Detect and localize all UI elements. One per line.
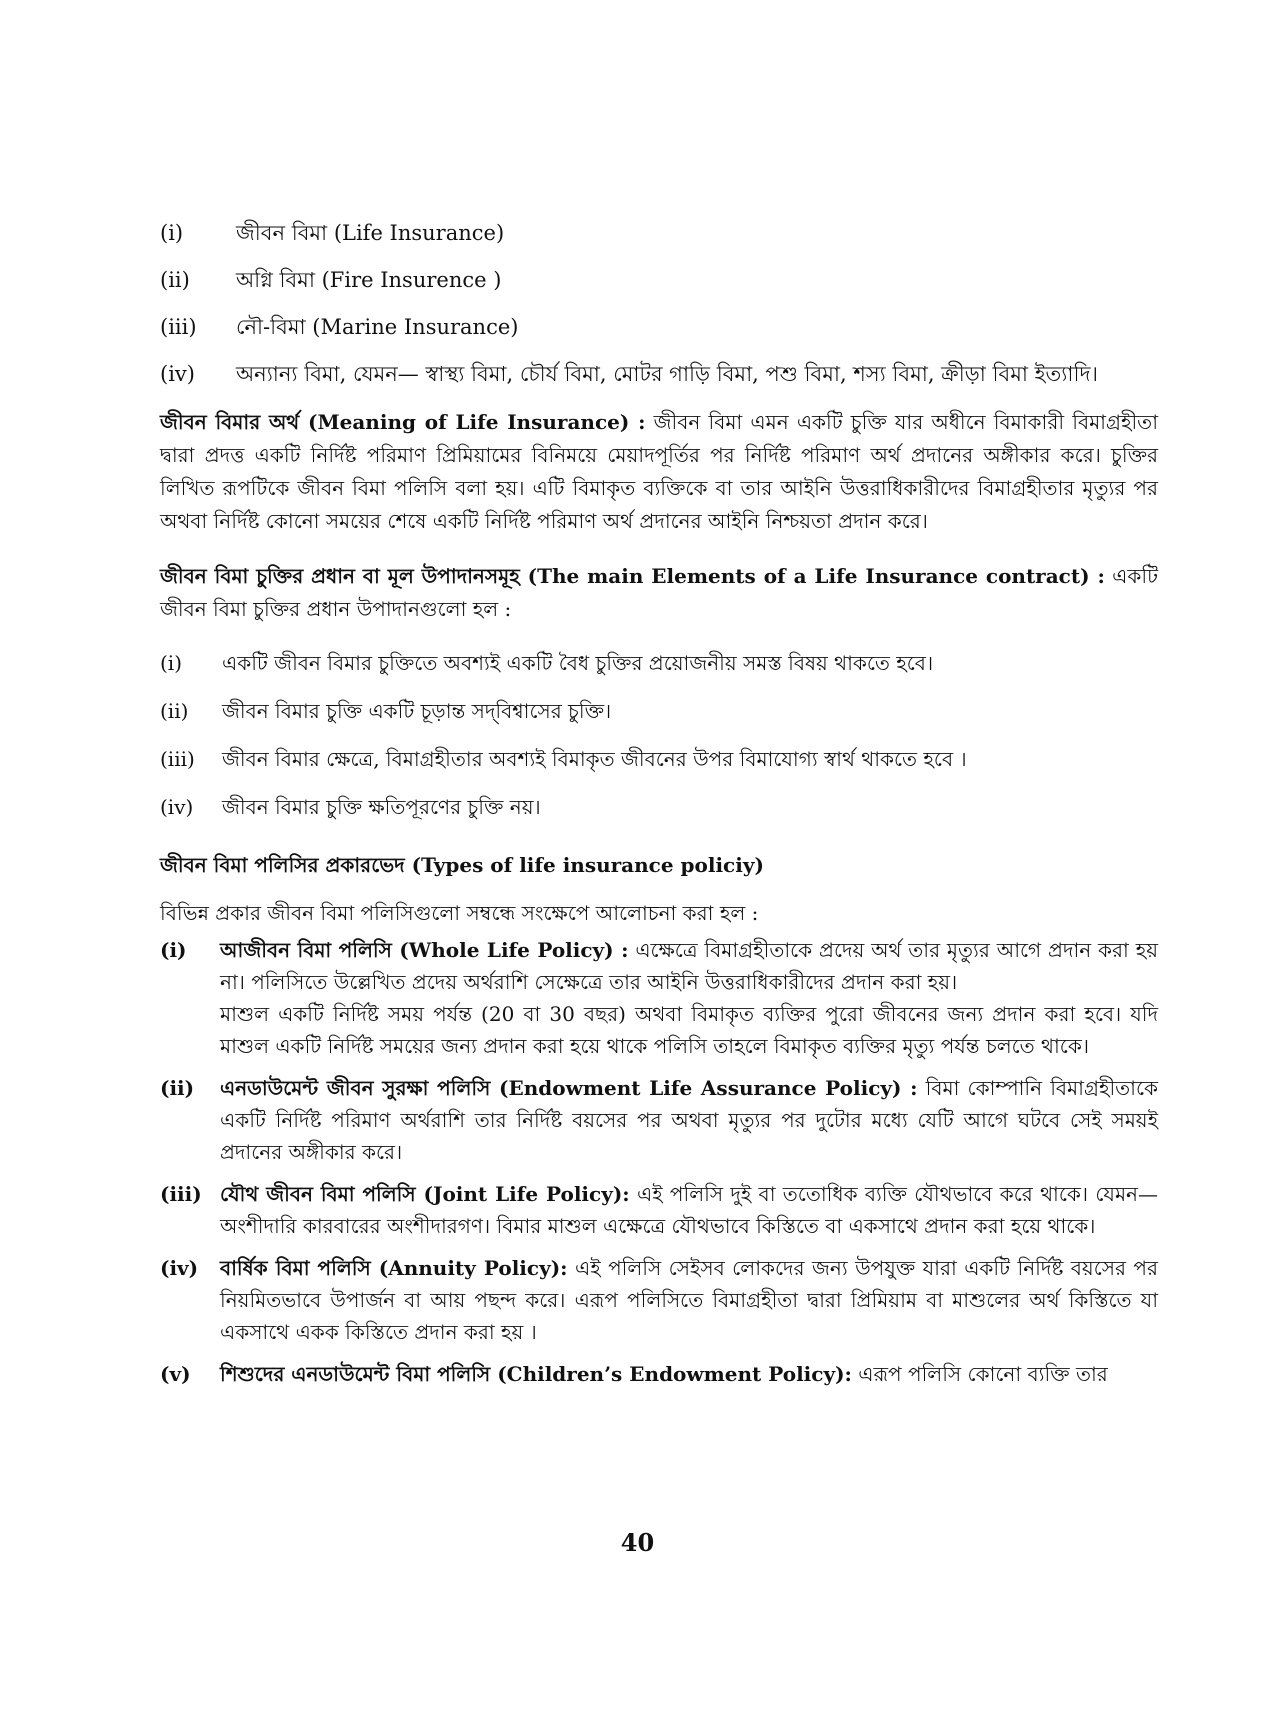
policy-title: এনডাউমেন্ট জীবন সুরক্ষা পলিসি (Endowment Life Assurance Policy) : (220, 1076, 918, 1100)
policy-title: আজীবন বিমা পলিসি (Whole Life Policy) : (220, 938, 629, 962)
policy-item (160, 1178, 1158, 1242)
policy-item (160, 934, 1158, 1062)
policy-text-block (220, 1178, 1158, 1242)
policy-body (220, 1178, 1158, 1242)
item-text: অন্যান্য বিমা, যেমন— স্বাস্থ্য বিমা, চৌর্য বিমা, মোটর গাড়ি বিমা, পশু বিমা, শস্য বিমা, ক্রীড়া বিমা ইত্যাদি। (236, 362, 1099, 386)
policy-body (220, 1252, 1158, 1348)
item-number: (i) (160, 221, 184, 245)
item-number: (i) (160, 651, 183, 675)
item-number: (iii) (160, 747, 195, 771)
page-number: 40 (620, 1528, 655, 1557)
item-text: জীবন বিমার ক্ষেত্রে, বিমাগ্রহীতার অবশ্যই বিমাকৃত জীবনের উপর বিমাযোগ্য স্বার্থ থাকতে হবে । (222, 747, 967, 771)
item-number: (v) (160, 1362, 191, 1386)
policy-title: শিশুদের এনডাউমেন্ট বিমা পলিসি (Children’s Endowment Policy): (220, 1362, 852, 1386)
item-text: জীবন বিমার চুক্তি ক্ষতিপূরণের চুক্তি নয়। (222, 795, 541, 819)
policy-title: বার্ষিক বিমা পলিসি (Annuity Policy): (220, 1256, 568, 1280)
list-item (160, 744, 1158, 774)
list-item (160, 312, 1158, 342)
policy-body (220, 1358, 1158, 1390)
item-text: অগ্নি বিমা (Fire Insurence ) (236, 268, 502, 292)
policy-item (160, 1358, 1158, 1390)
elements-text: একটি জীবন বিমা চুক্তির প্রধান উপাদানগুলো হল : (160, 564, 1158, 621)
item-text: জীবন বিমা (Life Insurance) (236, 221, 505, 245)
policy-text: এই পলিসি সেইসব লোকদের জন্য উপযুক্ত যারা একটি নির্দিষ্ট বয়সের পর নিয়মিতভাবে উপার্জন বা আয় পছন্দ করে। এরূপ পলিসিতে বিমাগ্রহীতা দ্বারা প্রিমিয়াম বা মাশুলের অর্থ কিস্তিতে যা একসাথে একক কিস্তিতে প্রদান করা হয় । (220, 1256, 1158, 1344)
policy-body (220, 934, 1158, 1062)
policy-text: এরূপ পলিসি কোনো ব্যক্তি তার (851, 1362, 1108, 1386)
policy-title: যৌথ জীবন বিমা পলিসি (Joint Life Policy): (220, 1182, 630, 1206)
policy-item (160, 1072, 1158, 1168)
policy-text: বিমা কোম্পানি বিমাগ্রহীতাকে একটি নির্দিষ্ট পরিমাণ অর্থরাশি তার নির্দিষ্ট বয়সের পর অথবা মৃত্যুর পর দুটোর মধ্যে যেটি আগে ঘটবে সেই সময়ই প্রদানের অঙ্গীকার করে। (220, 1076, 1159, 1164)
meaning-title: জীবন বিমার অর্থ (Meaning of Life Insurance) : (160, 410, 646, 434)
policy-text-block (220, 934, 1158, 998)
policy-extra: মাশুল একটি নির্দিষ্ট সময় পর্যন্ত (20 বা 30 বছর) অথবা বিমাকৃত ব্যক্তির পুরো জীবনের জন্য প্রদান করা হবে। যদি মাশুল একটি নির্দিষ্ট সময়ের জন্য প্রদান করা হয়ে থাকে পলিসি তাহলে বিমাকৃত ব্যক্তির মৃত্যু পর্যন্ত চলতে থাকে। (220, 1002, 1158, 1058)
policy-text: এক্ষেত্রে বিমাগ্রহীতাকে প্রদেয় অর্থ তার মৃত্যুর আগে প্রদান করা হয় না। পলিসিতে উল্লেখিত প্রদেয় অর্থরাশি সেক্ষেত্রে তার আইনি উত্তরাধিকারীদের প্রদান করা হয়। (220, 938, 1158, 994)
list-item (160, 696, 1158, 726)
policy-text: এই পলিসি দুই বা ততোধিক ব্যক্তি যৌথভাবে করে থাকে। যেমন— অংশীদারি কারবারের অংশীদারগণ। বিমার মাশুল এক্ষেত্রে যৌথভাবে কিস্তিতে বা একসাথে প্রদান করা হয়ে থাকে। (220, 1182, 1158, 1238)
elements-paragraph (160, 560, 1158, 626)
policy-body (220, 1072, 1158, 1168)
list-item (160, 792, 1158, 822)
policy-types-heading: জীবন বিমা পলিসির প্রকারভেদ (Types of life insurance policiy) (160, 853, 764, 877)
policy-text-block (220, 1358, 1158, 1390)
item-number: (ii) (160, 268, 190, 292)
item-number: (iii) (160, 1182, 202, 1206)
policy-types-intro: বিভিন্ন প্রকার জীবন বিমা পলিসিগুলো সম্বন্ধে সংক্ষেপে আলোচনা করা হল : (160, 901, 759, 925)
meaning-paragraph (160, 406, 1158, 538)
policy-text-block (220, 1072, 1158, 1168)
elements-title: জীবন বিমা চুক্তির প্রধান বা মূল উপাদানসমূহ (The main Elements of a Life Insurance contract) : (160, 564, 1105, 588)
list-item (160, 265, 1158, 295)
list-item (160, 218, 1158, 248)
elements-list (160, 648, 1158, 822)
list-item (160, 648, 1158, 678)
document-page (160, 218, 1158, 1400)
list-item (160, 359, 1158, 389)
item-text: নৌ-বিমা (Marine Insurance) (236, 315, 519, 339)
meaning-text: জীবন বিমা এমন একটি চুক্তি যার অধীনে বিমাকারী বিমাগ্রহীতা দ্বারা প্রদত্ত একটি নির্দিষ্ট পরিমাণ প্রিমিয়ামের বিনিময়ে মেয়াদপূর্তির পর নির্দিষ্ট পরিমাণ অর্থ প্রদানের অঙ্গীকার করে। চুক্তির লিখিত রূপটিকে জীবন বিমা পলিসি বলা হয়। এটি বিমাকৃত ব্যক্তিকে বা তার আইনি উত্তরাধিকারীদের বিমাগ্রহীতার মৃত্যুর পর অথবা নির্দিষ্ট কোনো সময়ের শেষে একটি নির্দিষ্ট পরিমাণ অর্থ প্রদানের আইনি নিশ্চয়তা প্রদান করে। (160, 410, 1158, 533)
item-number: (iv) (160, 362, 195, 386)
policy-types-list (160, 934, 1158, 1390)
item-number: (iv) (160, 795, 194, 819)
item-text: জীবন বিমার চুক্তি একটি চূড়ান্ত সদ্‌বিশ্বাসের চুক্তি। (222, 699, 612, 723)
item-number: (iv) (160, 1256, 199, 1280)
insurance-types-list (160, 218, 1158, 389)
item-text: একটি জীবন বিমার চুক্তিতে অবশ্যই একটি বৈধ চুক্তির প্রয়োজনীয় সমস্ত বিষয় থাকতে হবে। (222, 651, 934, 675)
item-number: (iii) (160, 315, 197, 339)
policy-item (160, 1252, 1158, 1348)
item-number: (i) (160, 938, 187, 962)
policy-text-block (220, 1252, 1158, 1348)
item-number: (ii) (160, 699, 189, 723)
item-number: (ii) (160, 1076, 195, 1100)
